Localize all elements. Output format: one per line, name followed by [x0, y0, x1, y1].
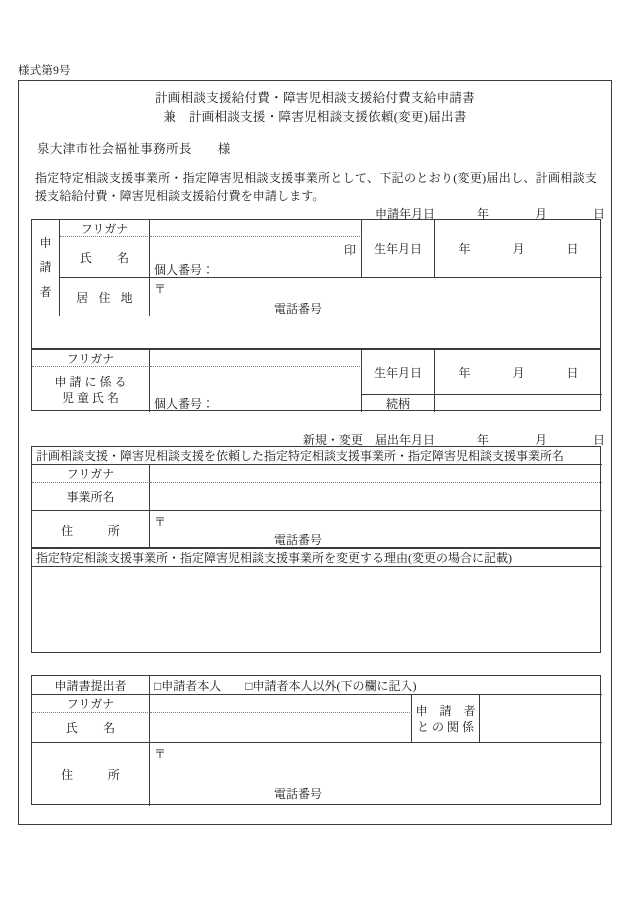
applicant-address-label-text: 居 住 地: [76, 290, 137, 305]
submitter-address-field[interactable]: [150, 743, 602, 806]
title-line-1: 計画相談支援給付費・障害児相談支援給付費支給申請書: [154, 91, 475, 105]
postal-code-icon: 〒: [154, 282, 167, 296]
submitter-relation-field[interactable]: [480, 695, 602, 743]
submitter-postal-code-icon: 〒: [154, 747, 167, 761]
submitter-furigana-field[interactable]: [150, 695, 412, 713]
intro-paragraph: 指定特定相談支援事業所・指定障害児相談支援事業所として、下記のとおり(変更)届出し、計画相談支援支給給付費・障害児相談支援給付費を申請します。: [35, 171, 597, 203]
office-address-label: [32, 511, 150, 549]
office-postal-code-icon: 〒: [154, 515, 167, 529]
applicant-furigana-field[interactable]: [150, 220, 362, 237]
submitter-name-label-text: 氏 名: [65, 721, 122, 735]
office-furigana-label-text: フリガナ: [66, 467, 115, 481]
application-date-month: 月: [534, 207, 547, 221]
child-birth-day: 日: [566, 365, 579, 380]
applicant-birth-day: 日: [566, 242, 579, 256]
child-furigana-field[interactable]: [150, 350, 362, 367]
reason-table: [31, 548, 601, 653]
submitter-type-options: [150, 676, 602, 695]
submitter-tel-label: 電話番号: [274, 787, 323, 801]
child-name-field[interactable]: [150, 367, 362, 395]
child-mynumber-field[interactable]: [150, 395, 362, 412]
child-name-label: [32, 367, 150, 412]
child-furigana-label-text: フリガナ: [66, 351, 115, 366]
notice-date-label: 届出年月日: [374, 433, 435, 447]
applicant-table: [31, 219, 601, 349]
office-name-label: [32, 483, 150, 511]
notice-date-month: 月: [534, 433, 547, 447]
office-address-label-text: 住 所: [61, 523, 124, 538]
child-name-label-line-1: 申 請 に 係 る: [54, 374, 127, 389]
reason-table-header-text: 指定特定相談支援事業所・指定障害児相談支援事業所を変更する理由(変更の場合に記載): [36, 551, 512, 565]
submitter-furigana-label: [32, 695, 150, 713]
addressee: [37, 139, 231, 157]
application-date-day: 日: [592, 207, 605, 221]
child-birthdate-label: [362, 350, 435, 395]
submitter-row-label-text: 申請書提出者: [54, 678, 127, 693]
child-birthdate-field[interactable]: [435, 350, 602, 395]
submitter-relation-label-line-2: と の 関 係: [416, 719, 474, 734]
applicant-birth-year: 年: [458, 242, 471, 256]
reason-textarea[interactable]: [32, 567, 602, 654]
submitter-name-label: [32, 713, 150, 743]
title-line-2: 兼 計画相談支援・障害児相談支援依頼(変更)届出書: [163, 110, 467, 124]
application-date-year: 年: [476, 207, 489, 221]
applicant-label-char-3: 者: [39, 284, 52, 299]
child-birth-year: 年: [458, 365, 471, 380]
document-title: [19, 89, 611, 127]
child-table: [31, 349, 601, 411]
child-relation-label-text: 続柄: [385, 397, 410, 411]
child-birth-month: 月: [512, 365, 525, 380]
submitter-table: [31, 675, 601, 805]
child-relation-field[interactable]: [435, 395, 602, 412]
applicant-address-field[interactable]: [150, 278, 602, 316]
submitter-furigana-label-text: フリガナ: [66, 697, 115, 711]
submitter-address-label-text: 住 所: [61, 768, 124, 782]
checkbox-applicant-self[interactable]: □申請者本人: [154, 678, 222, 693]
applicant-tel-label: 電話番号: [274, 302, 323, 316]
office-table-header-text: 計画相談支援・障害児相談支援を依頼した指定特定相談支援事業所・指定障害児相談支援事業所名: [36, 449, 565, 463]
applicant-address-label: [60, 278, 150, 316]
seal-mark-icon: 印: [343, 242, 356, 257]
submitter-relation-label: [412, 695, 480, 743]
applicant-furigana-label: [60, 220, 150, 237]
applicant-birth-month: 月: [512, 242, 525, 256]
notice-kind: 新規・変更: [302, 433, 363, 447]
child-relation-label: [362, 395, 435, 412]
child-mynumber-label: 個人番号：: [154, 397, 215, 411]
applicant-birthdate-field[interactable]: [435, 220, 602, 278]
applicant-section-label: [32, 220, 60, 316]
office-furigana-label: [32, 465, 150, 483]
applicant-name-label: [60, 237, 150, 278]
applicant-birthdate-label: [362, 220, 435, 278]
applicant-mynumber-field[interactable]: [150, 261, 362, 278]
applicant-mynumber-label: 個人番号：: [154, 262, 215, 277]
submitter-relation-label-line-1: 申 請 者: [415, 703, 476, 718]
office-table-header: [32, 447, 602, 465]
office-name-label-text: 事業所名: [66, 490, 115, 504]
reason-table-header: [32, 549, 602, 567]
office-table: [31, 446, 601, 548]
child-name-label-line-2: 児 童 氏 名: [61, 390, 119, 405]
notice-date-day: 日: [592, 433, 605, 447]
submitter-row-label: [32, 676, 150, 695]
addressee-honorific: 様: [217, 142, 231, 156]
addressee-name: 泉大津市社会福祉事務所長: [37, 142, 192, 156]
submitter-address-label: [32, 743, 150, 806]
office-address-field[interactable]: [150, 511, 602, 549]
office-furigana-field[interactable]: [150, 465, 602, 483]
office-name-field[interactable]: [150, 483, 602, 511]
applicant-label-char-2: 請: [39, 260, 52, 275]
child-furigana-label: [32, 350, 150, 367]
applicant-name-field[interactable]: [150, 237, 362, 261]
page-frame: [18, 80, 612, 825]
applicant-birthdate-label-text: 生年月日: [373, 242, 422, 256]
submitter-name-field[interactable]: [150, 713, 412, 743]
child-birthdate-label-text: 生年月日: [373, 365, 422, 380]
applicant-label-char-1: 申: [39, 236, 52, 251]
notice-date-year: 年: [476, 433, 489, 447]
office-tel-label: 電話番号: [274, 533, 323, 547]
applicant-furigana-label-text: フリガナ: [80, 221, 129, 236]
applicant-name-label-text: 氏 名: [79, 250, 136, 265]
checkbox-applicant-other[interactable]: □申請者本人以外(下の欄に記入): [245, 678, 417, 693]
application-date-label: 申請年月日: [374, 207, 435, 221]
form-number: 様式第9号: [18, 65, 71, 77]
